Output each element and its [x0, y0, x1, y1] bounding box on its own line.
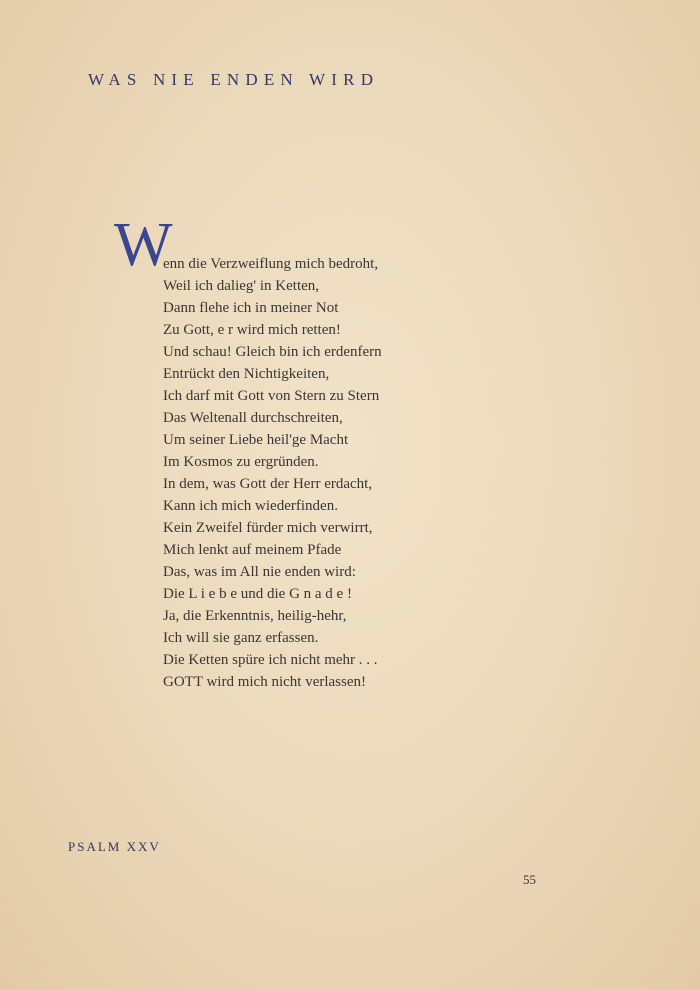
drop-cap-letter: W [114, 211, 173, 279]
poem-title: WAS NIE ENDEN WIRD [88, 70, 380, 89]
poem-line: Die Ketten spüre ich nicht mehr . . . [163, 652, 378, 668]
poem-line: enn die Verzweiflung mich bedroht, [163, 256, 379, 272]
poem-line: Kann ich mich wiederfinden. [163, 498, 338, 514]
poem-line: Im Kosmos zu ergründen. [163, 454, 319, 470]
poem-line: Mich lenkt auf meinem Pfade [163, 542, 342, 558]
poem-line: Und schau! Gleich bin ich erdenfern [163, 344, 382, 360]
poem-line: Die L i e b e und die G n a d e ! [163, 586, 352, 602]
poem-body [163, 253, 382, 693]
poem-line: Ich will sie ganz erfassen. [163, 630, 319, 646]
poem-line: Weil ich dalieg' in Ketten, [163, 278, 320, 294]
page-number: 55 [523, 872, 536, 887]
poem-line: Um seiner Liebe heil'ge Macht [163, 432, 349, 448]
poem-line: Das, was im All nie enden wird: [163, 564, 356, 580]
poem-line: Zu Gott, e r wird mich retten! [163, 322, 341, 338]
poem-line: Kein Zweifel fürder mich verwirrt, [163, 520, 373, 536]
psalm-label: PSALM XXV [68, 839, 161, 854]
poem-line: Das Weltenall durchschreiten, [163, 410, 343, 426]
poem-line: Ich darf mit Gott von Stern zu Stern [163, 388, 380, 404]
poem-line: Dann flehe ich in meiner Not [163, 300, 339, 316]
poem-line: GOTT wird mich nicht verlassen! [163, 674, 367, 690]
poem-line: Entrückt den Nichtigkeiten, [163, 366, 330, 382]
poem-line: Ja, die Erkenntnis, heilig-hehr, [163, 608, 347, 624]
poem-line: In dem, was Gott der Herr erdacht, [163, 476, 373, 492]
